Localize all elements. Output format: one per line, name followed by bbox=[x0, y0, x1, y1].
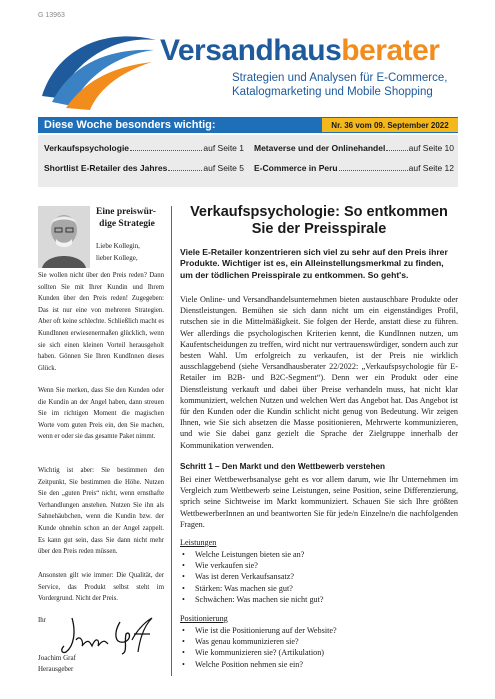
toc-page: auf Seite 12 bbox=[408, 163, 454, 173]
toc-item[interactable] bbox=[254, 143, 454, 153]
brand-part-2: berater bbox=[341, 34, 440, 67]
toc-title: E-Commerce in Peru bbox=[254, 163, 338, 173]
signature-icon bbox=[58, 612, 158, 656]
list-item: • Stärken: Was machen sie gut? bbox=[180, 583, 324, 594]
toc-page: auf Seite 1 bbox=[203, 143, 244, 153]
list-item: • Wie ist die Positionierung auf der Website? bbox=[180, 625, 337, 636]
tagline-line-1: Strategien und Analysen für E-Commerce, bbox=[232, 72, 448, 84]
list-item: • Welche Position nehmen sie ein? bbox=[180, 659, 337, 670]
toc-item[interactable] bbox=[254, 163, 454, 173]
issue-badge: Nr. 36 vom 09. September 2022 bbox=[322, 118, 458, 132]
toc-page: auf Seite 5 bbox=[203, 163, 244, 173]
toc-title: Verkaufspsychologie bbox=[44, 143, 130, 153]
signer-role: Herausgeber bbox=[38, 665, 74, 673]
closing: Ihr bbox=[38, 617, 46, 624]
toc-item[interactable] bbox=[44, 163, 244, 173]
toc-title: Metaverse und der Onlinehandel bbox=[254, 143, 386, 153]
sidebar-paragraph: Ansonsten gilt wie immer: Die Qualität, der Service, das Produkt selbst steht im Vordergrund. Nicht der Preis. bbox=[38, 572, 164, 603]
step-heading: Schritt 1 – Den Markt und den Wettbewerb verstehen bbox=[180, 462, 386, 471]
toc-title: Shortlist E-Retailer des Jahres bbox=[44, 163, 168, 173]
greeting-1: Liebe Kollegin, bbox=[96, 242, 140, 250]
step-paragraph: Bei einer Wettbewerbsanalyse geht es vor allem darum, wie Ihr Unternehmen im Vergleich zum Wettbewerb seine Leistungen, seine Position, seine Differenzierung, sprich seine Sichtweise im Markt kommuniziert. Schauen Sie sich Ihre größten WettbewerberInnen an und beantworten Sie für jede/n Einzelne/n die nachfolgenden Fragen. bbox=[180, 475, 458, 529]
sidebar-title-line-2: dige Strategie bbox=[99, 219, 155, 229]
sidebar-paragraph: Wenn Sie merken, dass Sie den Kunden oder die Kundin an der Angel haben, dann streuen Sie im richtigen Moment die magischen Worte vom guten Preis ein, den Sie machen, wenn er oder sie das gesamte Paket nimmt. bbox=[38, 387, 164, 441]
headline-line-2: Sie der Preisspirale bbox=[251, 221, 387, 237]
list-item: • Schwächen: Was machen sie nicht gut? bbox=[180, 594, 324, 605]
article-headline bbox=[180, 204, 458, 238]
list-heading-positionierung: Positionierung bbox=[180, 614, 228, 623]
banner-label: Diese Woche besonders wichtig: bbox=[44, 119, 216, 131]
tagline-line-2: Katalogmarketing und Mobile Shopping bbox=[232, 86, 433, 98]
list-positionierung bbox=[180, 625, 337, 670]
list-item: • Wie verkaufen sie? bbox=[180, 560, 324, 571]
sidebar-paragraph: Wichtig ist aber: Sie bestimmen den Zeitpunkt, Sie bestimmen die Höhe. Nutzen Sie den „guten Preis“ nicht, wenn ernsthafte Verhandlungen anstehen. Nutzen Sie ihn als Sahnehäubchen, wenn die Kundin bzw. der Kunde ohnehin schon an der Angel zappelt. Es kann gut sein, dass Sie dann nicht mehr über den Preis reden müssen. bbox=[38, 467, 164, 556]
brand-part-1: Versandhaus bbox=[160, 34, 342, 67]
brand-title bbox=[160, 34, 439, 68]
article-paragraph: Viele Online- und Versandhandelsunternehmen bieten austauschbare Produkte oder Dienstleistungen. Bemühen sie sich dann nicht um ein eigenständiges Profil, rutschen sie in die Mittelmäßigkeit. Sie folgen der Herde, anstatt diese zu führen. Wer allerdings die psychologischen Kriterien kennt, die KundInnen nutzen, um Kaufentscheidungen zu treffen, wird nicht nur vertrauenswürdiger, sondern auch zur besten Wahl. Um erfolgreich zu verkaufen, ist der Preis nie wirklich ausschlaggebend (siehe Versandhausberater 22/2022: „Verkaufspsychologie für E-Retailer im B2B- und B2C-Segment“). Denn wer ein Produkt oder eine Dienstleistung verkauft und dabei über Preise verhandeln muss, hat nicht klar kommuniziert, welchen Nutzen und welchen Wert das Angebot hat. Das Angebot ist für den Kunden oder die Kundin schlicht nicht genug von Bedeutung. Wir zeigen Ihnen, wie Sie sich absetzen die Masse positionieren, Mehrwerte kommunizieren, und wie Sie dabei ganz gezielt die Sprache der Zielgruppe innerhalb der Kommunikation verwenden. bbox=[180, 295, 458, 450]
greeting-2: lieber Kollege, bbox=[96, 254, 138, 262]
headline-line-1: Verkaufspsychologie: So entkommen bbox=[190, 204, 448, 220]
toc-page: auf Seite 10 bbox=[408, 143, 454, 153]
swoosh-logo-icon bbox=[38, 26, 158, 110]
article-lead: Viele E-Retailer konzentrieren sich viel zu sehr auf den Preis ihrer Produkte. Wichtiger ist es, ein Alleinstellungsmerkmal zu finden, um der tödlichen Preisspirale zu entkommen. So geht's. bbox=[180, 247, 448, 280]
signer-name: Joachim Graf bbox=[38, 654, 76, 662]
list-item: • Welche Leistungen bieten sie an? bbox=[180, 549, 324, 560]
sidebar-title-line-1: Eine preiswür- bbox=[96, 207, 156, 217]
sidebar-title bbox=[96, 206, 166, 230]
list-item: • Was ist deren Verkaufsansatz? bbox=[180, 571, 324, 582]
list-item: • Wie kommunizieren sie? (Artikulation) bbox=[180, 647, 337, 658]
tagline bbox=[232, 71, 447, 99]
sidebar-paragraph: Sie wollen nicht über den Preis reden? Dann sollten Sie mit Ihrer Kundin und Ihrem Kunden über den Preis reden! Zugegeben: Das ist nur eine von mehreren Strategien. Aber oft keine schlechte. Schließlich macht es KundInnen erwiesenermaßen glücklich, wenn sie sich einen kleinen Vorteil herausgeholt haben. Gönnen Sie Ihren KundInnen dieses Glück. bbox=[38, 272, 164, 372]
toc-item[interactable] bbox=[44, 143, 244, 153]
list-leistungen bbox=[180, 549, 324, 605]
column-divider bbox=[171, 206, 172, 676]
publication-code: G 13963 bbox=[38, 12, 65, 19]
list-item: • Was genau kommunizieren sie? bbox=[180, 636, 337, 647]
editor-photo bbox=[38, 206, 90, 268]
list-heading-leistungen: Leistungen bbox=[180, 538, 217, 547]
